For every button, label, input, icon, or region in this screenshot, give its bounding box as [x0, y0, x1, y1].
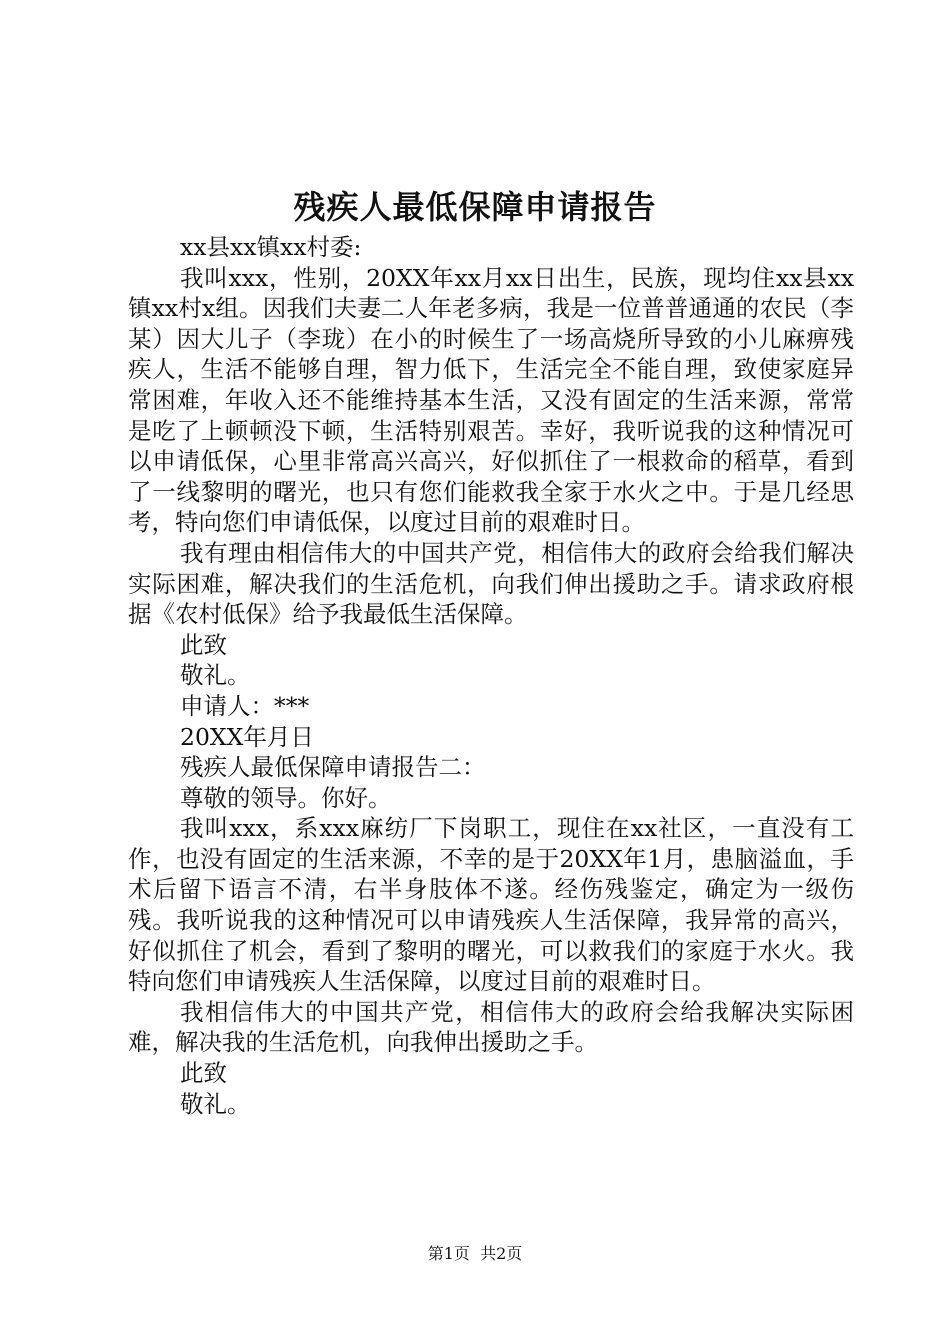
page-footer — [0, 1242, 950, 1266]
document-body — [128, 232, 854, 1119]
letter1-applicant: 申请人：*** — [180, 691, 310, 720]
page-total: 共2页 — [480, 1244, 523, 1263]
letter2-closing-1: 此致 — [180, 1059, 227, 1088]
document-title: 残疾人最低保障申请报告 — [293, 188, 657, 226]
page-number: 第1页 — [427, 1244, 470, 1263]
letter2-paragraph-2: 我相信伟大的中国共产党，相信伟大的政府会给我解决实际困难，解决我的生活危机，向我伸出援助之手。 — [128, 997, 854, 1057]
letter2-heading: 残疾人最低保障申请报告二： — [180, 753, 486, 782]
letter2-closing-2: 敬礼。 — [180, 1089, 251, 1118]
letter1-date: 20XX年月日 — [180, 722, 314, 751]
letter2-paragraph-1: 我叫xxx，系xxx麻纺厂下岗职工，现住在xx社区，一直没有工作，也没有固定的生活来源，不幸的是于20XX年1月，患脑溢血，手术后留下语言不清，右半身肢体不遂。经伤残鉴定，确定为一级伤残。我听说我的这种情况可以申请残疾人生活保障，我异常的高兴，好似抓住了机会，看到了黎明的曙光，可以救我们的家庭于水火。我特向您们申请残疾人生活保障，以度过目前的艰难时日。 — [128, 814, 854, 996]
letter1-paragraph-1: 我叫xxx，性别，20XX年xx月xx日出生，民族，现均住xx县xx镇xx村x组。因我们夫妻二人年老多病，我是一位普普通通的农民（李某）因大儿子（李珑）在小的时候生了一场高烧所导致的小儿麻痹残疾人，生活不能够自理，智力低下，生活完全不能自理，致使家庭异常困难，年收入还不能维持基本生活，又没有固定的生活来源，常常是吃了上顿顿没下顿，生活特别艰苦。幸好，我听说我的这种情况可以申请低保，心里非常高兴高兴，好似抓住了一根救命的稻草，看到了一线黎明的曙光，也只有您们能救我全家于水火之中。于是几经思考，特向您们申请低保，以度过目前的艰难时日。 — [128, 263, 854, 537]
letter1-salutation: xx县xx镇xx村委: — [180, 233, 362, 261]
letter1-closing-2: 敬礼。 — [180, 661, 251, 690]
letter1-closing-1: 此致 — [180, 630, 227, 659]
letter1-paragraph-2: 我有理由相信伟大的中国共产党，相信伟大的政府会给我们解决实际困难，解决我们的生活危机，向我们伸出援助之手。请求政府根据《农村低保》给予我最低生活保障。 — [128, 538, 854, 629]
letter2-salutation: 尊敬的领导。你好。 — [180, 783, 392, 812]
